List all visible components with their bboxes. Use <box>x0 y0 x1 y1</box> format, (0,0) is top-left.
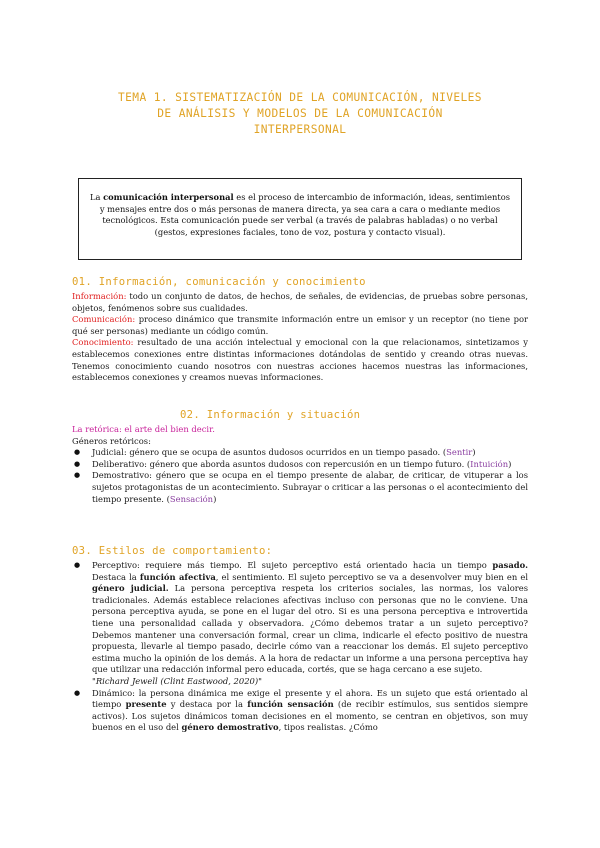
style-bold: género judicial. <box>92 583 169 594</box>
title-line-3: INTERPERSONAL <box>253 123 347 136</box>
styles-list <box>72 560 528 734</box>
section-2-heading: 02. Información y situación <box>180 409 361 421</box>
title-line-2: DE ANÁLISIS Y MODELOS DE LA COMUNICACIÓN <box>157 107 443 120</box>
genre-end: ) <box>508 458 512 469</box>
genres-list <box>72 447 528 505</box>
list-item <box>72 470 528 505</box>
definition-text: resultado de una acción intelectual y emocional con la que relacionamos, sintetizamos y establecemos conexiones entre distintas informaciones dotándolas de sentido y creando otras nuevas. Tenemos conocimiento cuando nosotros con nuestras acciones hacemos nuestras las informaciones, establecemos conexiones y creamos nuevas informaciones. <box>72 337 528 383</box>
film-quote: "Richard Jewell (Clint Eastwood, 2020)" <box>92 675 262 686</box>
section-2-subtitle: La retórica: el arte del bien decir. <box>72 424 215 434</box>
style-bold: presente <box>125 699 167 710</box>
style-text: Dinámico: la persona dinámica me exige el presente y el ahora. Es un sujeto que está orientado al tiempo <box>92 687 528 710</box>
definition-comunicacion <box>72 314 528 337</box>
definition-informacion <box>72 291 528 314</box>
definition-text: proceso dinámico que transmite información entre un emisor y un receptor (no tiene por qué ser personas) mediante un código común. <box>72 314 528 336</box>
section-1-body <box>72 291 528 384</box>
genre-end: ) <box>213 493 217 504</box>
style-text: Perceptivo: requiere más tiempo. El sujeto perceptivo está orientado hacia un tiempo <box>92 560 493 570</box>
definition-text: todo un conjunto de datos, de hechos, de señales, de evidencias, de pruebas sobre personas, objetos, fenómenos sobre sus cualidades. <box>72 291 528 313</box>
style-text: Destaca la <box>92 571 140 582</box>
style-bold: función afectiva <box>139 571 216 582</box>
genre-text: Deliberativo: género que aborda asuntos dudosos con repercusión en un tiempo futuro. ( <box>92 458 471 469</box>
section-2-body <box>72 424 528 505</box>
list-item <box>72 688 528 734</box>
definition-conocimiento <box>72 337 528 383</box>
intro-definition-box <box>78 178 522 260</box>
intro-text: es el proceso de intercambio de información, ideas, sentimientos y mensajes entre dos o más personas de manera directa, ya sea cara a cara o mediante medios tecnológicos. Esta comunicación puede ser verbal (a través de palabras habladas) o no verbal (gestos, expresiones faciales, tono de voz, postura y contacto visual). <box>99 192 510 237</box>
term-comunicacion: Comunicación: <box>72 314 136 325</box>
genre-tag: Sensación <box>169 493 214 504</box>
style-text: (de recibir estímulos, sus sentidos siempre activos). Los sujetos dinámicos toman decisiones en el momento, se centran en objetivos, son muy buenos en el uso del <box>92 699 528 733</box>
genre-tag: Sentir <box>446 447 473 458</box>
section-1-heading: 01. Información, comunicación y conocimiento <box>72 276 366 288</box>
section-3-heading: 03. Estilos de comportamiento: <box>72 545 273 557</box>
style-bold: función sensación <box>247 699 334 710</box>
style-bold: género demostrativo <box>181 722 279 733</box>
style-text: , el sentimiento. El sujeto perceptivo se va a desenvolver muy bien en el <box>215 571 528 582</box>
style-text: La persona perceptiva respeta los criterios sociales, las normas, los valores tradicionales. Además establece relaciones afectivas incluso con personas que no le conviene. Una persona perceptiva ayuda, se pone en el lugar del otro. Si es una persona perceptiva e introvertida tiene una personalidad callada y observadora. ¿Cómo debemos tratar a un sujeto perceptivo? Debemos mantener una conversación formal, crear un clima, indicarle el efecto positivo de nuestra propuesta, llevarle al tiempo pasado, decirle cómo van a reaccionar los demás. El sujeto perceptivo estima mucho la opinión de los demás. A la hora de redactar un informe a una persona perceptiva hay que utilizar una redacción informal pero educada, cortés, que se haga cercano a ese sujeto. <box>92 583 528 675</box>
genre-end: ) <box>472 447 476 458</box>
style-text: , tipos realistas. ¿Cómo <box>278 722 378 733</box>
style-bold: pasado. <box>492 560 528 570</box>
list-item <box>72 560 528 688</box>
genre-tag: Intuición <box>470 458 509 469</box>
genres-label: Géneros retóricos: <box>72 435 151 446</box>
intro-pre: La <box>90 192 104 202</box>
section-3-body <box>72 560 528 734</box>
term-informacion: Información: <box>72 291 127 301</box>
intro-bold-term: comunicación interpersonal <box>103 192 234 202</box>
style-text: y destaca por la <box>166 699 248 710</box>
list-item <box>72 447 528 459</box>
genre-text: Judicial: género que se ocupa de asuntos dudosos ocurridos en un tiempo pasado. ( <box>92 447 447 458</box>
list-item <box>72 459 528 471</box>
genre-text: Demostrativo: género que se ocupa en el tiempo presente de alabar, de criticar, de vituperar a los sujetos protagonistas de un acontecimiento. Subrayar o criticar a las personas o el acontecimiento del tiempo presente. ( <box>92 470 528 504</box>
term-conocimiento: Conocimiento: <box>72 337 134 348</box>
title-line-1: TEMA 1. SISTEMATIZACIÓN DE LA COMUNICACIÓN, NIVELES <box>118 91 482 104</box>
document-title <box>60 90 540 138</box>
